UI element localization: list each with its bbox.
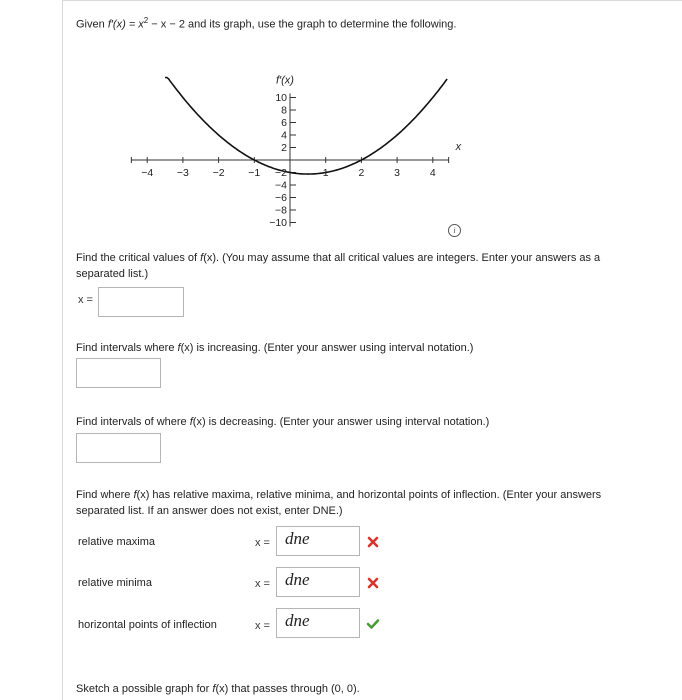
q3-text: Find intervals of where f(x) is decreasing. (Enter your answer using interval notation.) — [76, 416, 490, 428]
x-tick-label: 2 — [358, 167, 365, 179]
x-tick-label: 1 — [322, 167, 329, 179]
critical-x-label: x = — [78, 294, 93, 306]
q1-text-line2: separated list.) — [76, 268, 149, 280]
x-tick-label: −3 — [176, 167, 189, 179]
relative-maxima-eq: x = — [255, 537, 270, 549]
relative-minima-eq: x = — [255, 578, 270, 590]
relative-minima-input[interactable] — [276, 567, 360, 597]
x-tick-label: 3 — [394, 167, 401, 179]
derivative-graph — [0, 30, 682, 270]
horizontal-inflection-eq: x = — [255, 620, 270, 632]
y-tick-label: 4 — [281, 129, 287, 142]
relative-maxima-label: relative maxima — [78, 536, 156, 548]
q2-text: Find intervals where f(x) is increasing. (Enter your answer using interval notation.) — [76, 342, 474, 354]
y-tick-label: 8 — [281, 104, 287, 117]
relative-maxima-value: dne — [285, 529, 310, 548]
y-tick-label: −8 — [275, 204, 287, 217]
info-icon-glyph: i — [453, 226, 456, 235]
incorrect-x-icon — [367, 535, 379, 553]
q4-text: Find where f(x) has relative maxima, relative minima, and horizontal points of inflection. (Enter your answers — [76, 489, 602, 501]
horizontal-inflection-label: horizontal points of inflection — [78, 619, 217, 631]
y-tick-label: −6 — [275, 192, 287, 204]
y-tick-label: −10 — [269, 217, 287, 229]
info-icon[interactable] — [448, 224, 461, 237]
y-tick-label: −4 — [275, 179, 287, 192]
x-tick-label: 4 — [429, 167, 436, 179]
y-tick-label: 10 — [275, 92, 287, 104]
decreasing-intervals-input[interactable] — [76, 433, 161, 463]
incorrect-x-icon — [367, 576, 379, 594]
relative-minima-label: relative minima — [78, 577, 152, 589]
correct-check-icon — [366, 617, 380, 635]
x-tick-label: −4 — [141, 167, 154, 179]
y-tick-label: −2 — [275, 167, 287, 179]
relative-minima-value: dne — [285, 570, 310, 589]
x-tick-label: −1 — [248, 167, 261, 179]
horizontal-inflection-input[interactable] — [276, 608, 360, 638]
q1-text: Find the critical values of f(x). (You may assume that all critical values are integers. Enter your answers as a — [76, 252, 601, 264]
intro-text: Given $f'(x) = x^2 - x - 2$ and its graph, use the graph to determine the following. — [76, 16, 457, 31]
increasing-intervals-input[interactable] — [76, 358, 161, 388]
x-axis-title: x — [455, 141, 462, 153]
y-tick-label: 2 — [281, 142, 287, 154]
critical-values-input[interactable] — [98, 287, 184, 317]
x-tick-label: −2 — [212, 167, 225, 179]
y-tick-label: 6 — [281, 117, 287, 129]
q5-text: Sketch a possible graph for f(x) that passes through (0, 0). — [76, 683, 360, 695]
y-axis-title: f′(x) — [276, 74, 294, 87]
horizontal-inflection-value: dne — [285, 611, 310, 630]
relative-maxima-input[interactable] — [276, 526, 360, 556]
q4-text-line2: separated list. If an answer does not exist, enter DNE.) — [76, 505, 343, 517]
